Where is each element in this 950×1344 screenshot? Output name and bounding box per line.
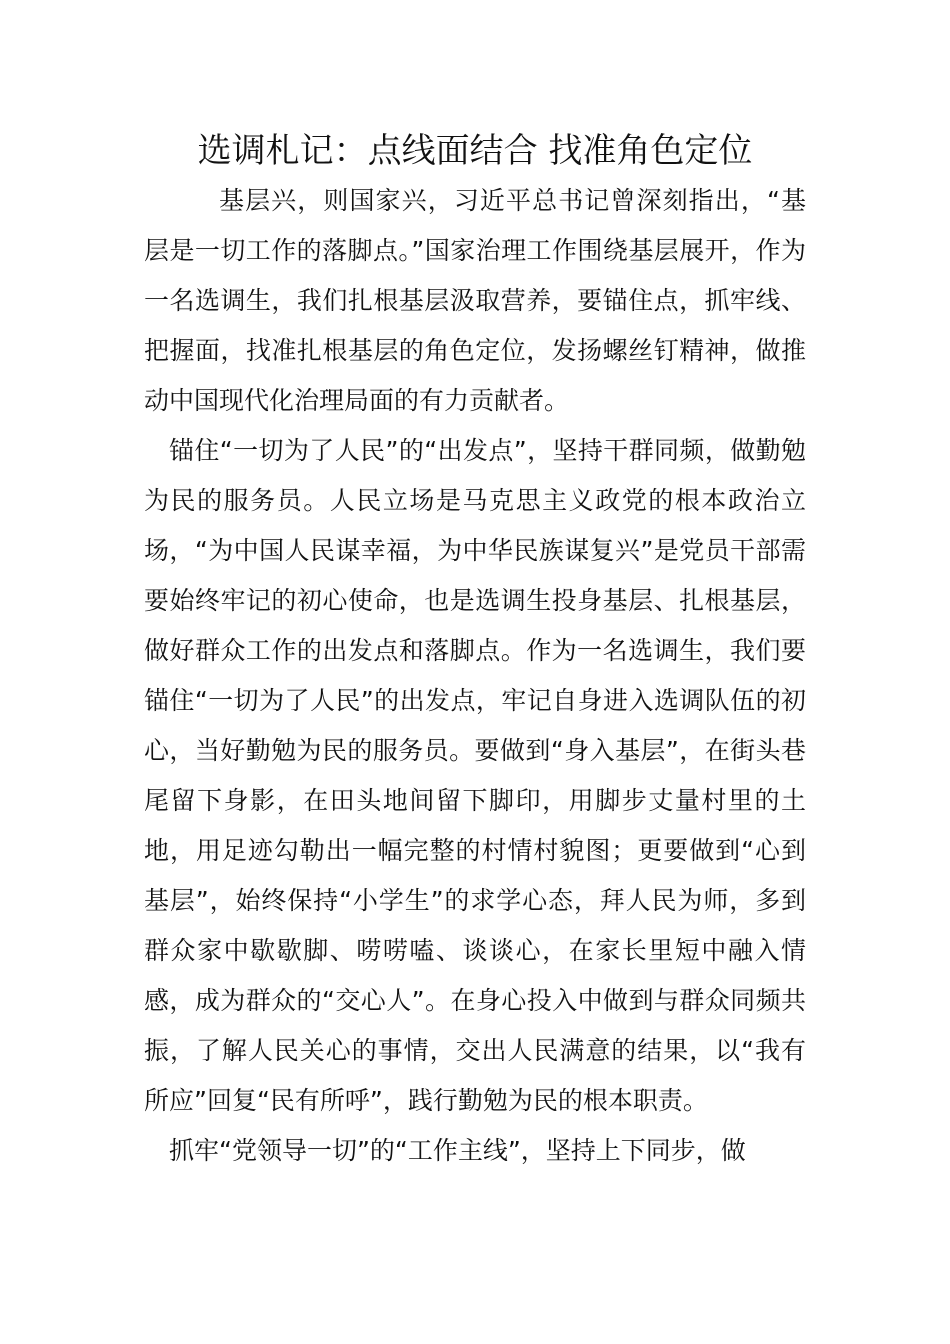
- paragraph-work-main-line: 抓牢“党领导一切”的“工作主线”，坚持上下同步，做: [169, 1136, 746, 1165]
- document-title: 选调札记：点线面结合 找准角色定位: [197, 131, 753, 171]
- paragraph-anchor-starting-point: 锚住“一切为了人民”的“出发点”，坚持干群同频，做勤勉为民的服务员。人民立场是马克思主义政党的根本政治立场，“为中国人民谋幸福，为中华民族谋复兴”是党员干部需要始终牢记的初心使命，也是选调生投身基层、扎根基层，做好群众工作的出发点和落脚点。作为一名选调生，我们要锚住“一切为了人民”的出发点，牢记自身进入选调队伍的初心，当好勤勉为民的服务员。要做到“身入基层”，在街头巷尾留下身影，在田头地间留下脚印，用脚步丈量村里的土地，用足迹勾勒出一幅完整的村情村貌图；更要做到“心到基层”，始终保持“小学生”的求学心态，拜人民为师，多到群众家中歇歇脚、唠唠嗑、谈谈心，在家长里短中融入情感，成为群众的“交心人”。在身心投入中做到与群众同频共振，了解人民关心的事情，交出人民满意的结果，以“我有所应”回复“民有所呼”，践行勤勉为民的根本职责。: [144, 436, 806, 1115]
- document-body: [144, 176, 806, 1176]
- paragraph-intro: 基层兴，则国家兴，习近平总书记曾深刻指出，“基层是一切工作的落脚点。”国家治理工作围绕基层展开，作为一名选调生，我们扎根基层汲取营养，要锚住点，抓牢线、把握面，找准扎根基层的角色定位，发扬螺丝钉精神，做推动中国现代化治理局面的有力贡献者。: [144, 186, 806, 415]
